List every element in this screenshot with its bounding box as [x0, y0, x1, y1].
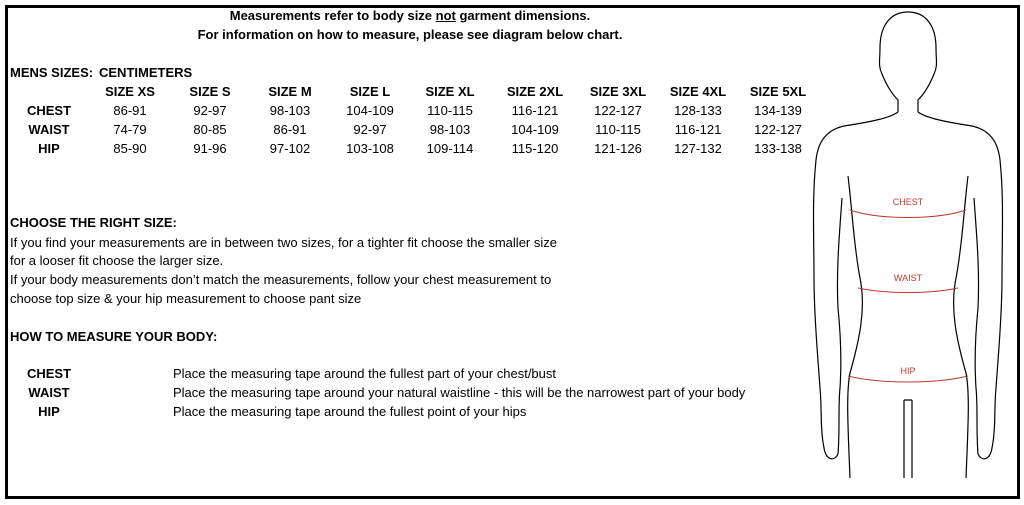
table-cell: 74-79: [113, 122, 147, 137]
table-cell: 110-115: [595, 122, 641, 137]
size-column-header: SIZE M: [268, 84, 312, 99]
table-cell: 103-108: [346, 141, 394, 156]
measurement-lines: [848, 210, 968, 382]
table-cell: 97-102: [269, 141, 311, 156]
choose-line-1: If you find your measurements are in between two sizes, for a tighter fit choose the smaller size: [10, 235, 557, 250]
size-column-header: SIZE 2XL: [506, 84, 564, 99]
chest-line: [850, 210, 966, 218]
table-cell: 128-133: [674, 103, 722, 118]
table-cell: 122-127: [754, 122, 802, 137]
waist-diagram-label: WAIST: [893, 273, 923, 283]
howto-hip-text: Place the measuring tape around the fullest point of your hips: [173, 404, 527, 419]
chest-diagram-label: CHEST: [892, 197, 924, 207]
table-cell: 109-114: [426, 141, 474, 156]
choose-line-3: If your body measurements don’t match the measurements, follow your chest measurement to: [10, 272, 552, 287]
table-cell: 98-103: [429, 122, 471, 137]
mens-sizes-label: MENS SIZES:: [10, 65, 94, 80]
table-cell: 122-127: [594, 103, 642, 118]
waist-line: [858, 288, 958, 293]
table-cell: 110-115: [427, 103, 473, 118]
size-column-header: SIZE XL: [425, 84, 475, 99]
size-column-header: SIZE S: [189, 84, 231, 99]
table-cell: 86-91: [273, 122, 307, 137]
table-cell: 115-120: [511, 141, 559, 156]
table-cell: 116-121: [674, 122, 722, 137]
table-cell: 134-139: [754, 103, 802, 118]
table-cell: 92-97: [353, 122, 387, 137]
howto-chest-label: CHEST: [26, 366, 72, 381]
choose-heading: CHOOSE THE RIGHT SIZE:: [10, 215, 177, 230]
size-column-header: SIZE L: [349, 84, 391, 99]
unit-label: CENTIMETERS: [99, 65, 193, 80]
howto-waist-label: WAIST: [28, 385, 70, 400]
hip-line: [848, 376, 968, 382]
table-cell: 127-132: [674, 141, 722, 156]
body-measurement-diagram: [800, 8, 1016, 493]
hip-diagram-label: HIP: [900, 366, 916, 376]
table-cell: 104-109: [346, 103, 394, 118]
table-cell: 92-97: [193, 103, 227, 118]
header-line-1: Measurements refer to body size not garment dimensions.: [229, 8, 591, 23]
row-label-hip: HIP: [38, 141, 60, 156]
row-label-chest: CHEST: [26, 103, 72, 118]
size-column-header: SIZE 3XL: [589, 84, 647, 99]
header-line-2: For information on how to measure, please see diagram below chart.: [197, 27, 623, 42]
howto-waist-text: Place the measuring tape around your natural waistline - this will be the narrowest part of your body: [173, 385, 746, 400]
table-cell: 86-91: [113, 103, 147, 118]
table-cell: 80-85: [193, 122, 227, 137]
table-cell: 85-90: [113, 141, 147, 156]
table-cell: 121-126: [594, 141, 642, 156]
table-cell: 104-109: [511, 122, 559, 137]
choose-line-2: for a looser fit choose the larger size.: [10, 253, 224, 268]
table-cell: 116-121: [511, 103, 559, 118]
howto-hip-label: HIP: [38, 404, 60, 419]
choose-line-4: choose top size & your hip measurement to choose pant size: [10, 291, 362, 306]
size-column-header: SIZE XS: [105, 84, 155, 99]
size-column-header: SIZE 5XL: [749, 84, 807, 99]
howto-heading: HOW TO MEASURE YOUR BODY:: [10, 329, 218, 344]
table-cell: 98-103: [269, 103, 311, 118]
body-outline: [814, 12, 1003, 478]
header-emphasis: not: [435, 8, 456, 23]
howto-chest-text: Place the measuring tape around the fullest part of your chest/bust: [173, 366, 557, 381]
size-column-header: SIZE 4XL: [669, 84, 727, 99]
table-cell: 91-96: [193, 141, 227, 156]
row-label-waist: WAIST: [28, 122, 70, 137]
table-cell: 133-138: [754, 141, 802, 156]
